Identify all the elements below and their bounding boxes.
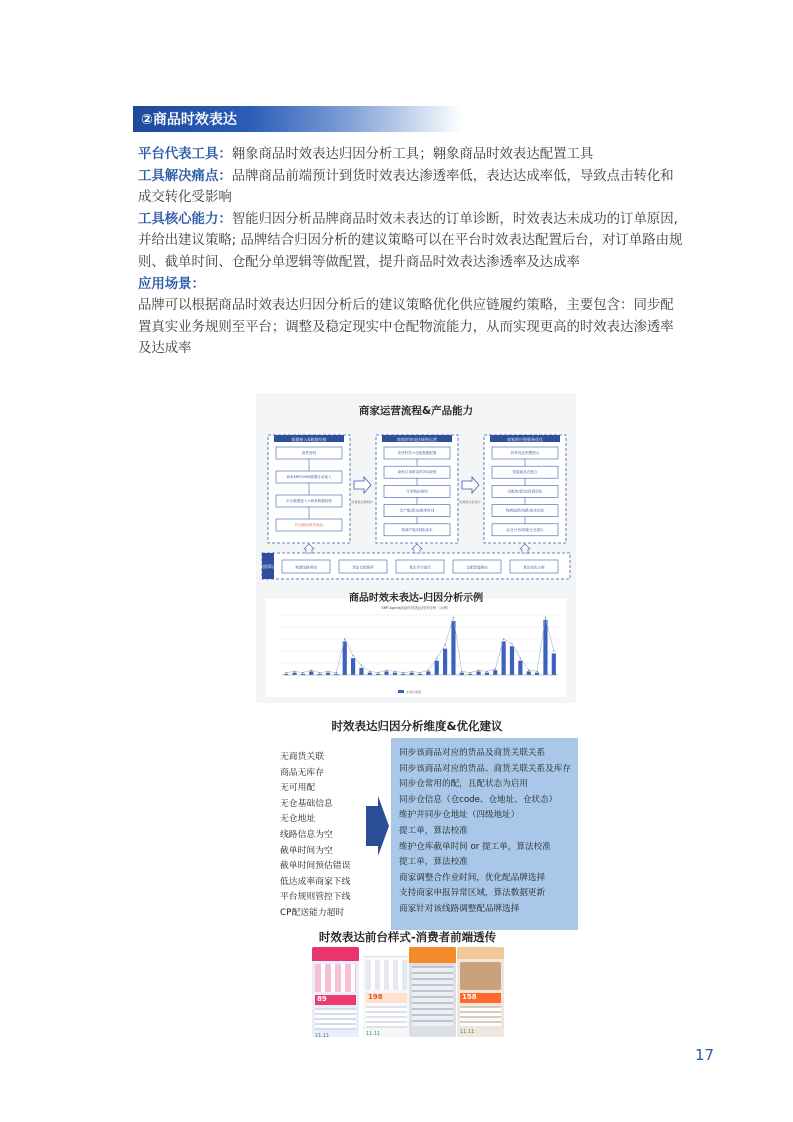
cause-item: 截单时间预估错误: [280, 861, 351, 872]
chart-point: [486, 671, 487, 672]
chart-bar: [292, 673, 296, 675]
chart-bar: [393, 673, 397, 675]
legend-label: 未表达单量: [406, 690, 422, 694]
suggestion-item: 同步该商品对应的货品及商货关联关系: [399, 748, 546, 758]
up-arrow-icon: [304, 544, 314, 553]
algorithm-item: 仓配智能路由: [466, 565, 488, 570]
chart-bar: [368, 673, 372, 675]
cause-item: CP配送能力超时: [280, 907, 345, 918]
suggestion-item: 支持商家申报异常区域，算法数据更新: [399, 888, 546, 899]
suggestion-item: 维护仓库截单时间 or 提工单，算法校准: [399, 841, 551, 852]
figure-process-chart: [256, 393, 576, 703]
right-arrow-icon: [364, 796, 390, 856]
chart-bar: [326, 673, 330, 675]
chart-bar: [502, 641, 506, 675]
process-step-label: 平台数据接入+商家数据校验: [285, 499, 333, 503]
cause-item: 截单时间为空: [280, 845, 333, 856]
chart-point: [495, 668, 496, 669]
scene-label: 应用场景：: [138, 276, 205, 292]
pain-paragraph: 工具解决痛点：品牌商品前端预计到货时效表达渗透率低，表达达成率低，导致点击转化和成交转化受影响: [138, 168, 674, 206]
chart-bar: [451, 621, 455, 675]
suggestion-item: 维护并同步仓地址（四级地址）: [399, 810, 520, 821]
chart-point: [478, 670, 479, 671]
chart-bar: [351, 658, 355, 675]
chart-point: [285, 672, 286, 673]
process-step-label: 智能商品仓配合: [512, 470, 538, 475]
right-arrow-icon: [462, 477, 479, 493]
column-header: 商家时效表达规则运营: [397, 436, 437, 442]
chart-point: [511, 643, 512, 644]
process-step-label: 物流选择/线路/成本优化: [505, 508, 545, 513]
process-step-label: 仓配单/派达/资源优化: [507, 489, 543, 494]
phone-screenshot: 158 11.11: [457, 947, 504, 1037]
process-step-label: 物流产能/线路/成本: [401, 527, 433, 532]
chart-point: [319, 672, 320, 673]
chart-bar: [343, 641, 347, 675]
chart-point: [352, 655, 353, 656]
cause-item: 低达成率商家下线: [280, 876, 351, 887]
phone-screenshot: [409, 947, 456, 1037]
chart-bar: [510, 646, 514, 675]
chart-area: [266, 599, 566, 697]
figure-attribution: [256, 718, 578, 930]
cause-item: 平台规则管控下线: [280, 892, 351, 903]
suggestion-item: 商家调整合作业时间，优化配品牌选择: [399, 872, 546, 883]
chart-point: [428, 670, 429, 671]
chart-point: [553, 650, 554, 651]
chart-bar: [443, 649, 447, 675]
chart-point: [344, 638, 345, 639]
suggestion-item: 同步该商品对应的货品、商货关联关系及库存: [399, 763, 571, 774]
chart-bar: [384, 671, 388, 675]
cause-list: [256, 738, 374, 930]
chart-point: [394, 671, 395, 672]
arrow-label: 时效表达优化中: [459, 500, 481, 504]
process-step-label: 商家ERP/OMS数据自动接入: [286, 475, 332, 479]
chart-point: [545, 617, 546, 618]
phone-screenshot: 89 11.11: [312, 947, 359, 1037]
figure-frontend: [305, 929, 510, 1039]
process-step-label: 商家订单路由时效&规则: [397, 470, 437, 475]
column-header: 数据接入&数据对接: [291, 436, 327, 442]
figure2-title: 时效表达归因分析维度&优化建议: [331, 719, 503, 733]
chart-bar: [309, 671, 313, 675]
chart-bar: [476, 671, 480, 675]
section-banner: [133, 106, 463, 132]
cause-item: 线路信息为空: [280, 829, 333, 840]
chart-bar: [460, 673, 464, 675]
chart-point: [294, 671, 295, 672]
chart-point: [436, 658, 437, 659]
right-arrow-icon: [354, 477, 371, 493]
phone-screenshot: 198 11.11: [363, 947, 410, 1037]
chart-point: [336, 672, 337, 673]
chart-point: [361, 665, 362, 666]
figure1-title: 商家运营流程&产品能力: [358, 405, 474, 417]
scene-paragraph: 品牌可以根据商品时效表达归因分析后的建议策略优化供应链履约策略，主要包含：同步配置真实业务规则至平台；调整及稳定现实中仓配物流能力，从而实现更高的时效表达渗透率及达成率: [138, 298, 674, 357]
chart-bar: [552, 653, 556, 675]
process-step-label: 组件授权: [301, 451, 317, 455]
chart-point: [469, 672, 470, 673]
cause-item: 无仓地址: [280, 814, 316, 825]
up-arrow-icon: [520, 544, 530, 553]
process-diagram: [256, 393, 576, 703]
cause-item: 无仓基础信息: [280, 798, 333, 809]
algorithm-item: 算法学习迭代: [409, 565, 431, 570]
process-step-label: 品仓分布/智能分仓建议: [506, 527, 544, 532]
chart-point: [377, 672, 378, 673]
chart-point: [444, 644, 445, 645]
chart-point: [461, 671, 462, 672]
process-step-label: 异常货品预警提示: [510, 451, 540, 455]
chart-bar: [493, 670, 497, 675]
figure1-subtitle: 商品时效未表达-归因分析示例: [348, 593, 484, 604]
legend-swatch: [398, 690, 404, 693]
chart-point: [386, 670, 387, 671]
suggestion-item: 商家针对该线路调整配品牌选择: [399, 903, 520, 914]
chart-bar: [410, 673, 414, 675]
chart-bar: [426, 671, 430, 675]
chart-bar: [485, 673, 489, 675]
core-paragraph: 工具核心能力：智能归因分析品牌商品时效未表达的订单诊断，时效表达未成功的订单原因,并给出建议策略; 品牌结合归因分析的建议策略可以在平台时效表达配置后台，对订单路由规则、截单时间、仓配分单逻辑等做配置，提升商品时效表达渗透率及达成率: [138, 211, 683, 270]
figure3-title: 时效表达前台样式-消费者前端透传: [318, 930, 497, 944]
chart-point: [403, 672, 404, 673]
tools-paragraph: 平台代表工具：翱象商品时效表达归因分析工具；翱象商品时效表达配置工具: [138, 147, 594, 162]
page-number: 17: [695, 1046, 715, 1064]
chart-bar: [359, 668, 363, 675]
chart-point: [327, 671, 328, 672]
process-step-label: 发货时效+仓配数据配置: [397, 451, 437, 455]
chart-title: ERP-Agent商品时效表达归因分析（示例）: [381, 606, 451, 610]
chart-bar: [518, 661, 522, 675]
column-header: 商家供应链服务优化: [507, 436, 543, 442]
chart-bar: [527, 671, 531, 675]
chart-bar: [435, 661, 439, 675]
process-step-label: 订单路由规则: [406, 489, 428, 494]
suggestion-item: 提工单，算法校准: [399, 857, 468, 868]
process-step-label: 仓产能/派达/截单时间: [399, 508, 435, 513]
cause-item: 商品无库存: [280, 767, 324, 778]
suggestion-item: 提工单，算法校准: [399, 825, 468, 836]
chart-bar: [535, 673, 539, 675]
chart-point: [419, 672, 420, 673]
cause-item: 无可用配: [280, 783, 316, 794]
algorithm-item: 算法优化方案: [523, 565, 545, 570]
section-title: ②商品时效表达: [141, 112, 237, 128]
up-arrow-icon: [412, 544, 422, 553]
suggestion-list: [391, 738, 578, 930]
chart-point: [369, 671, 370, 672]
chart-point: [411, 671, 412, 672]
algorithm-item: 货品仓配推荐: [352, 565, 374, 570]
chart-point: [302, 672, 303, 673]
suggestion-item: 同步仓信息（仓code、仓地址、仓状态）: [399, 794, 558, 805]
process-step-label: 开启商品时效表达: [294, 523, 324, 527]
algorithm-item: 物流线路规划: [295, 565, 317, 570]
chart-point: [528, 670, 529, 671]
algorithm-label: 数据算法: [260, 564, 276, 569]
body-text: [138, 144, 686, 360]
cause-item: 无商货关联: [280, 752, 324, 762]
chart-point: [453, 617, 454, 618]
chart-point: [520, 658, 521, 659]
chart-point: [503, 638, 504, 639]
arrow-label: 时效表达规则中: [351, 500, 373, 504]
chart-point: [536, 671, 537, 672]
chart-point: [311, 670, 312, 671]
suggestion-item: 同步仓常用的配，且配状态为启用: [399, 779, 528, 790]
